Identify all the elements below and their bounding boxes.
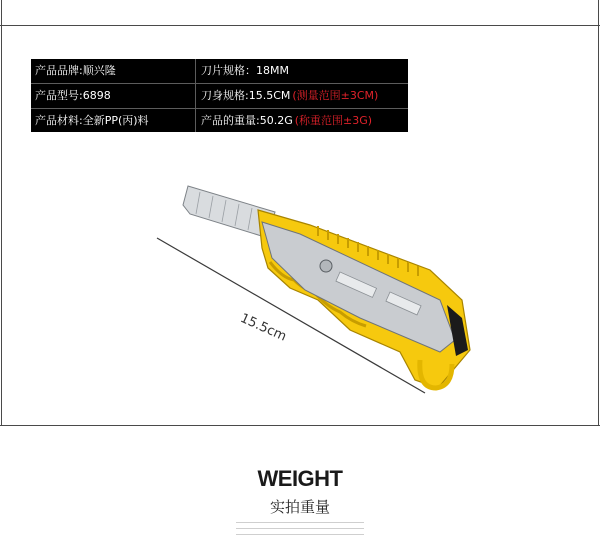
weight-cell	[201, 109, 372, 133]
dimension-label: 15.5cm	[237, 311, 289, 345]
weight-note: (称重范围±3G)	[294, 114, 373, 127]
utility-knife-image	[150, 175, 490, 405]
brand-cell: 产品品牌:顺兴隆	[35, 64, 116, 77]
spec-row	[31, 83, 408, 108]
bottom-divider	[0, 425, 600, 426]
model-cell: 产品型号:6898	[35, 89, 111, 102]
slider-knob	[320, 260, 332, 272]
section-title: WEIGHT	[257, 466, 343, 491]
right-border	[598, 0, 599, 425]
material-cell: 产品材料:全新PP(丙)料	[35, 114, 149, 127]
section-subtitle: 实拍重量	[269, 498, 330, 516]
top-divider	[0, 25, 600, 26]
body-spec-note: (测量范围±3CM)	[292, 89, 379, 102]
spec-row	[31, 108, 408, 133]
left-border	[1, 0, 2, 425]
decorative-fine-print	[0, 518, 600, 538]
body-spec-cell	[201, 84, 378, 108]
spec-table	[31, 59, 408, 132]
weight-text: 产品的重量:50.2G	[201, 114, 293, 127]
blade-spec-cell: 刀片规格：18MM	[201, 64, 289, 77]
body-spec-text: 刀身规格:15.5CM	[201, 89, 291, 102]
spec-row	[31, 59, 408, 83]
